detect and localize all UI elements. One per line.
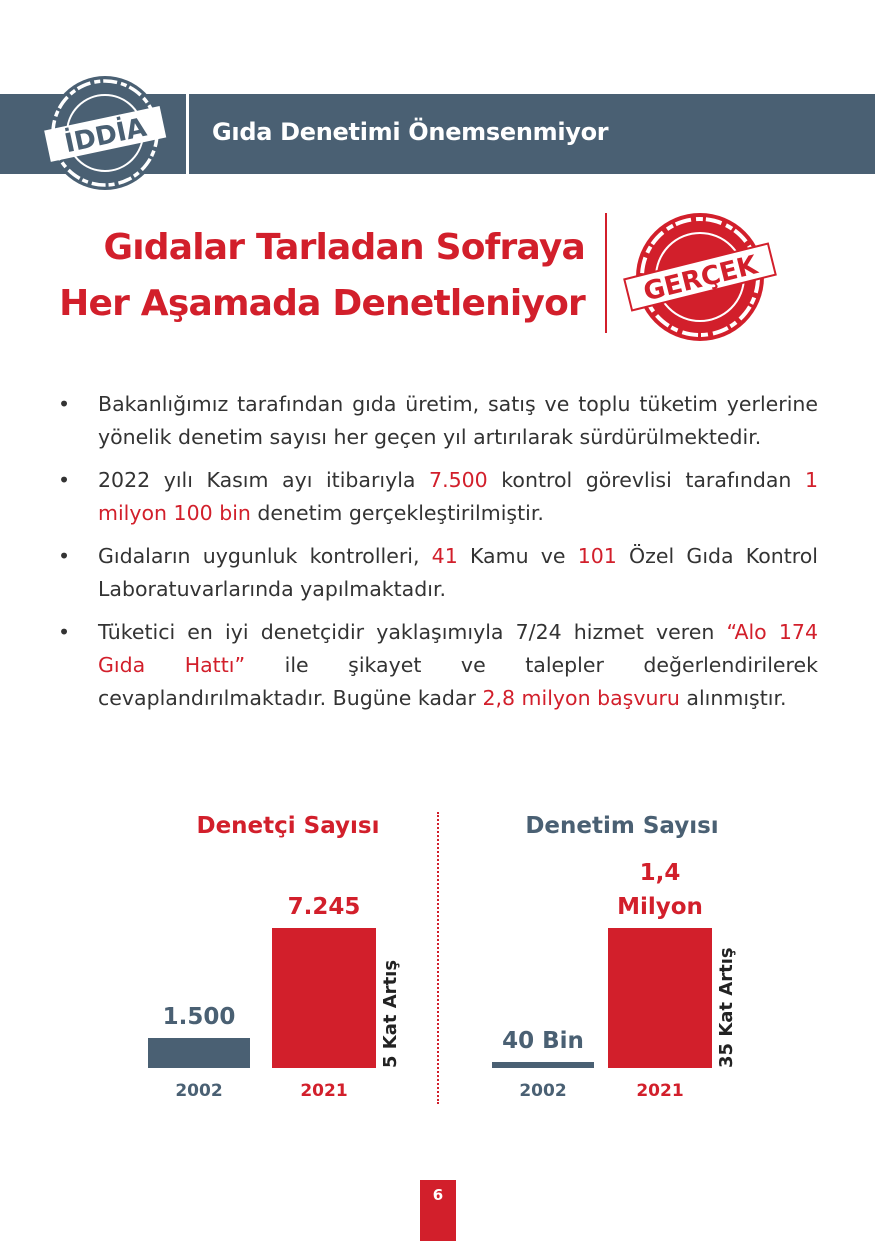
chart-denetci-sayisi [130, 850, 430, 1110]
headline-line-2: Her Aşamada Denetleniyor [59, 283, 585, 324]
iddia-stamp [40, 76, 170, 206]
bullet-dot: • [58, 544, 71, 568]
highlight-text: 2,8 milyon başvuru [482, 686, 680, 710]
chart-title-denetim: Denetim Sayısı [525, 813, 719, 839]
highlight-text: 41 [431, 544, 458, 568]
x-tick-label: 2021 [636, 1081, 684, 1101]
bullet-list [58, 388, 818, 725]
data-label [163, 1004, 236, 1030]
data-label-line: 40 Bin [502, 1028, 584, 1054]
x-tick-label: 2021 [300, 1081, 348, 1101]
bar-2002 [492, 1062, 594, 1068]
bullet-text: 2022 yılı Kasım ayı itibarıyla [98, 468, 430, 492]
data-label [502, 1028, 584, 1054]
chart-separator [437, 812, 439, 1104]
headline-divider [605, 213, 607, 333]
chart-denetim-sayisi [470, 850, 770, 1110]
bar-2021 [608, 928, 712, 1068]
data-label-line: 1.500 [162, 1004, 236, 1030]
bar-2002 [148, 1038, 250, 1068]
gercek-stamp [620, 205, 780, 355]
growth-annotation: 35 Kat Artış [716, 947, 737, 1068]
x-tick-label: 2002 [519, 1081, 567, 1101]
growth-annotation: 5 Kat Artış [380, 959, 401, 1068]
data-label [617, 860, 703, 920]
bullet-text: alınmıştır. [679, 686, 787, 710]
page-number: 6 [432, 1186, 444, 1204]
chart-title-denetci: Denetçi Sayısı [196, 813, 380, 839]
bullet-dot: • [58, 468, 71, 492]
bar-2021 [272, 928, 376, 1068]
bullet-item [58, 540, 818, 606]
x-tick-label: 2002 [175, 1081, 223, 1101]
bullet-text: ile şikayet ve talepler değerlendirilerek cevaplandırılmaktadır. Bugüne kadar [98, 653, 818, 710]
header-divider [186, 94, 189, 174]
data-label-line: 7.245 [287, 894, 361, 920]
bullet-text: denetim gerçekleştirilmiştir. [250, 501, 544, 525]
bullet-text: Kamu ve [457, 544, 578, 568]
data-label [288, 894, 361, 920]
gercek-stamp-label: GERÇEK [640, 250, 761, 308]
bullet-text: kontrol görevlisi tarafından [487, 468, 805, 492]
bullet-text: Bakanlığımız tarafından gıda üretim, satış ve toplu tüketim yerlerine yönelik denetim sayısı her geçen yıl artırılarak sürdürülmektedir. [98, 392, 818, 449]
bullet-dot: • [58, 620, 71, 644]
highlight-text: 7.500 [429, 468, 488, 492]
data-label-line: Milyon [617, 894, 703, 920]
highlight-text: 101 [577, 544, 617, 568]
bullet-dot: • [58, 392, 71, 416]
header-title: Gıda Denetimi Önemsenmiyor [212, 118, 609, 146]
highlight-text: 1 milyon 100 bin [98, 468, 818, 525]
data-label-line: 1,4 [639, 860, 681, 886]
highlight-text: “Alo 174 Gıda Hattı” [98, 620, 818, 677]
bullet-text: Gıdaların uygunluk kontrolleri, [98, 544, 432, 568]
bullet-item [58, 388, 818, 454]
headline [59, 220, 585, 332]
bullet-item [58, 616, 818, 715]
iddia-stamp-label: İDDİA [62, 112, 150, 160]
bullet-text: Özel Gıda Kontrol Laboratuvarlarında yapılmaktadır. [98, 544, 818, 601]
bullet-text: Tüketici en iyi denetçidir yaklaşımıyla 7/24 hizmet veren [98, 620, 727, 644]
headline-line-1: Gıdalar Tarladan Sofraya [103, 227, 585, 268]
bullet-item [58, 464, 818, 530]
